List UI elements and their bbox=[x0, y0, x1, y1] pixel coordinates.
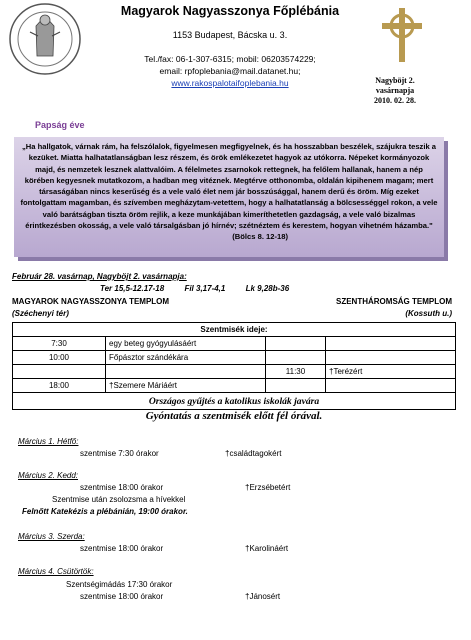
sunday-label bbox=[350, 76, 440, 106]
sunday-line2: vasárnapja bbox=[375, 86, 415, 95]
readings-list bbox=[100, 284, 307, 293]
mass-time-2 bbox=[266, 337, 326, 351]
day-intention: †családtagokért bbox=[225, 449, 282, 458]
readings-date-text: Február 28. vasárnap, Nagyböjt 2. vasárnapja: bbox=[12, 272, 187, 281]
mass-intention-2 bbox=[326, 379, 456, 393]
day-intention: †Jánosért bbox=[245, 592, 281, 601]
confession-notice: Gyóntatás a szentmisék előtt fél órával. bbox=[145, 410, 323, 422]
mass-intention: egy beteg gyógyulásáért bbox=[106, 337, 266, 351]
church-seal-icon bbox=[8, 2, 82, 76]
mass-time-2 bbox=[266, 351, 326, 365]
table-row bbox=[13, 337, 456, 351]
celtic-cross-icon bbox=[376, 6, 428, 64]
year-label: Papság éve bbox=[35, 120, 85, 130]
church-left-location: (Széchenyi tér) bbox=[12, 309, 69, 318]
day-line: Szentmise után zsolozsma a hívekkel bbox=[52, 495, 186, 504]
table-row bbox=[13, 351, 456, 365]
day-intention: †Karolináért bbox=[245, 544, 289, 553]
parish-title: Magyarok Nagyasszonya Főplébánia bbox=[120, 4, 340, 18]
mass-time: 18:00 bbox=[13, 379, 106, 393]
mass-time: 10:00 bbox=[13, 351, 106, 365]
table-row bbox=[13, 379, 456, 393]
collection-notice: Országos gyűjtés a katolikus iskolák javára bbox=[13, 393, 456, 410]
day-heading: Március 3. Szerda: bbox=[18, 532, 85, 541]
mass-intention: †Szemere Máriáért bbox=[106, 379, 266, 393]
day-line: szentmise 7:30 órakor bbox=[80, 449, 159, 458]
church-left-name: MAGYAROK NAGYASSZONYA TEMPLOM bbox=[12, 297, 170, 306]
phone-line: Tel./fax: 06-1-307-6315; mobil: 06203574229; bbox=[144, 54, 316, 64]
sunday-line1: Nagyböjt 2. bbox=[375, 76, 415, 85]
church-right-name: SZENTHÁROMSÁG TEMPLOM bbox=[336, 297, 452, 306]
day-line: szentmise 18:00 órakor bbox=[80, 544, 164, 553]
mass-time-2 bbox=[266, 379, 326, 393]
mass-intention-2 bbox=[326, 337, 456, 351]
day-line: Szentségimádás 17:30 órakor bbox=[66, 580, 173, 589]
email-line: email: rpfoplebania@mail.datanet.hu; bbox=[159, 66, 301, 76]
quote-text: „Ha hallgatok, várnak rám, ha felszólalok, figyelmesen megfigyelnek, és ha hosszabban beszélek, szájukra teszik a kezüket. Miatta halhatatlanságban lesz részem, és örök emlékezetet hagyok az utókorra. Népeket kormányozok majd, és nemzetek lesznek alattvalóim. A félelmetes zsarnokok rettegnek, ha felőlem hallanak, hanem a nép körében kegyesnek mutatkozom, a hadban meg vitéznek. Megtérve otthonomba, oldalán kipihenem magam; mert társaságában nincs keserűség és a vele való élet nem jár bosszúsággal, hanem derű és öröm. Míg ezeket fontolgattam magamban, és szívemben megházytam-vetettem, hogy a halhatatlanság a bölcsességgel rokon, a vele való barátságban tiszta öröm rejlik, a keze munkájában kimeríthetetlen gazdagság, a vele való bizalmas érintkezésben okosság, a vele való társalgásban jó hírnév; szétnéztem és kerestem, hogyan vihetném házamba." bbox=[20, 142, 438, 231]
church-right-location: (Kossuth u.) bbox=[405, 309, 452, 318]
mass-time-2: 11:30 bbox=[266, 365, 326, 379]
reading-ter: Ter 15,5-12.17-18 bbox=[100, 284, 165, 293]
website-link[interactable]: www.rakospalotaifoplebania.hu bbox=[171, 78, 289, 88]
day-heading: Március 4. Csütörtök: bbox=[18, 567, 94, 576]
day-line: szentmise 18:00 órakor bbox=[80, 483, 164, 492]
table-row bbox=[13, 365, 456, 379]
parish-address: 1153 Budapest, Bácska u. 3. bbox=[172, 30, 288, 40]
day-line: szentmise 18:00 órakor bbox=[80, 592, 164, 601]
readings-date bbox=[12, 272, 187, 281]
reading-fil: Fil 3,17-4,1 bbox=[184, 284, 226, 293]
mass-table-header: Szentmisék ideje: bbox=[13, 323, 456, 337]
day-intention: †Erzsébetért bbox=[245, 483, 291, 492]
day-heading: Március 2. Kedd: bbox=[18, 471, 79, 480]
mass-time bbox=[13, 365, 106, 379]
day-heading: Március 1. Hétfő: bbox=[18, 437, 79, 446]
mass-schedule-table bbox=[12, 322, 456, 410]
mass-intention bbox=[106, 365, 266, 379]
day-line: Felnőtt Katekézis a plébánián, 19:00 órakor. bbox=[22, 507, 188, 516]
mass-intention: Főpásztor szándékára bbox=[106, 351, 266, 365]
mass-intention-2: †Terézért bbox=[326, 365, 456, 379]
sunday-date: 2010. 02. 28. bbox=[374, 96, 416, 105]
contact-block bbox=[95, 53, 365, 89]
mass-intention-2 bbox=[326, 351, 456, 365]
reading-lk: Lk 9,28b-36 bbox=[245, 284, 290, 293]
quote-reference: (Bölcs 8. 12-18) bbox=[232, 232, 288, 242]
mass-time: 7:30 bbox=[13, 337, 106, 351]
scripture-quote-box bbox=[14, 137, 444, 257]
